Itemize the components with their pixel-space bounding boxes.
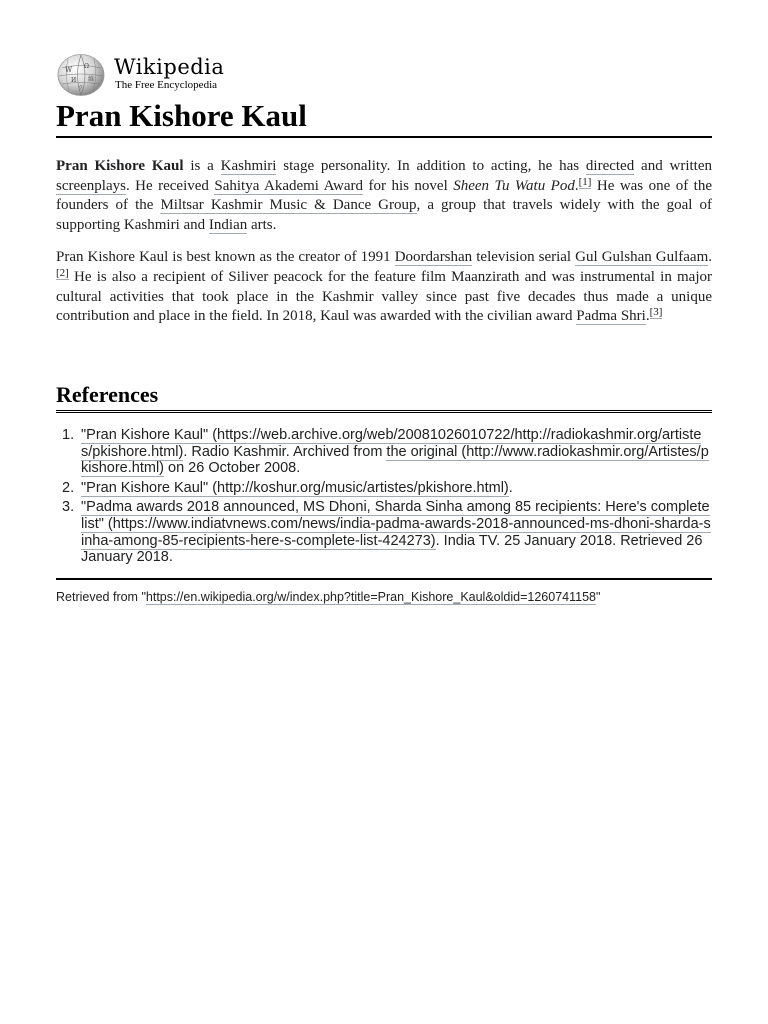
references-heading: References xyxy=(56,381,712,413)
text: . xyxy=(708,249,713,266)
text: for his novel xyxy=(363,177,454,194)
reference-item xyxy=(62,499,712,566)
reference-link[interactable]: "Pran Kishore Kaul" (http://koshur.org/music/artistes/pkishore.html) xyxy=(81,479,509,496)
text: He was one of the founders of the xyxy=(56,177,712,214)
text: Pran Kishore Kaul is best known as the creator of 1991 xyxy=(56,249,395,266)
reference-number: 1. xyxy=(62,427,75,443)
svg-text:ウ: ウ xyxy=(78,85,84,91)
text: . xyxy=(574,177,579,194)
text: and written xyxy=(634,158,712,174)
text: He is also a recipient of Siliver peacock for the feature film Maanzirath and was instrumental in major cultural activities that took place in the Kashmir valley since past five decades thus made a unique contribution and place in the field. In 2018, Kaul was awarded with the civilian award xyxy=(56,268,712,325)
site-header xyxy=(56,53,356,97)
reference-item xyxy=(62,479,712,497)
text: Retrieved from " xyxy=(56,590,146,604)
svg-text:И: И xyxy=(71,77,77,84)
site-tagline: The Free Encyclopedia xyxy=(115,79,218,91)
link-screenplays[interactable]: screenplays xyxy=(56,177,126,194)
svg-text:維: 維 xyxy=(88,76,95,83)
permanent-link[interactable]: https://en.wikipedia.org/w/index.php?title=Pran_Kishore_Kaul&oldid=1260741158 xyxy=(145,590,596,604)
text: . xyxy=(645,308,650,325)
text: is a xyxy=(183,158,221,174)
link-padma-shri[interactable]: Padma Shri xyxy=(576,308,646,325)
text: on 26 October 2008. xyxy=(164,460,301,477)
link-sahitya-akademi-award[interactable]: Sahitya Akademi Award xyxy=(214,177,364,194)
reference-link[interactable]: "Padma awards 2018 announced, MS Dhoni, Sharda Sinha among 85 recipients: Here's complete list" (https://www.indiatvnews.com/news/india-padma-awards-2018-announced-ms-dhoni-sharda-sinha-among-85-recipients-here-s-complete-list-424273) xyxy=(81,499,711,549)
citation-3[interactable]: [3] xyxy=(649,306,663,319)
link-miltsar-group[interactable]: Miltsar Kashmir Music & Dance Group xyxy=(160,197,417,214)
text: . He received xyxy=(125,177,215,194)
reference-item xyxy=(62,427,712,477)
citation-2[interactable]: [2] xyxy=(56,266,69,279)
link-kashmiri[interactable]: Kashmiri xyxy=(220,158,277,174)
divider xyxy=(56,578,712,580)
reference-number: 3. xyxy=(62,499,75,516)
text: arts. xyxy=(247,216,277,233)
wikipedia-globe-icon[interactable] xyxy=(56,54,106,96)
link-gul-gulshan-gulfaam[interactable]: Gul Gulshan Gulfaam xyxy=(575,249,709,266)
article-paragraph-2 xyxy=(56,248,712,326)
link-indian[interactable]: Indian xyxy=(208,216,248,233)
reference-number: 2. xyxy=(62,479,75,496)
text: stage personality. In addition to acting, he has xyxy=(276,158,586,174)
reference-original-link[interactable]: the original (http://www.radiokashmir.org/Artistes/pkishore.html) xyxy=(81,443,709,477)
text: , a group that travels widely with the goal of supporting Kashmiri and xyxy=(56,197,712,233)
text: . xyxy=(508,479,513,496)
text: television serial xyxy=(472,249,576,266)
page-title: Pran Kishore Kaul xyxy=(56,97,712,138)
text: . Radio Kashmir. Archived from xyxy=(183,443,387,460)
article-paragraph-1 xyxy=(56,157,712,235)
text: " xyxy=(595,590,601,604)
references-list xyxy=(56,427,712,569)
text: . India TV. 25 January 2018. Retrieved 26 January 2018. xyxy=(81,532,703,566)
svg-text:Ω: Ω xyxy=(84,63,89,70)
reference-link[interactable]: "Pran Kishore Kaul" (https://web.archive.org/web/20081026010722/http://radiokashmir.org/artistes/pkishore.html) xyxy=(81,427,702,460)
novel-title: Sheen Tu Watu Pod xyxy=(453,177,575,194)
svg-text:W: W xyxy=(65,66,73,74)
article-body xyxy=(56,157,712,340)
article-subject: Pran Kishore Kaul xyxy=(56,158,184,174)
link-directed[interactable]: directed xyxy=(585,158,635,174)
link-doordarshan[interactable]: Doordarshan xyxy=(394,249,473,266)
site-wordmark[interactable]: Wikipedia xyxy=(114,55,225,79)
retrieved-from xyxy=(56,589,756,605)
citation-1[interactable]: [1] xyxy=(578,175,592,188)
